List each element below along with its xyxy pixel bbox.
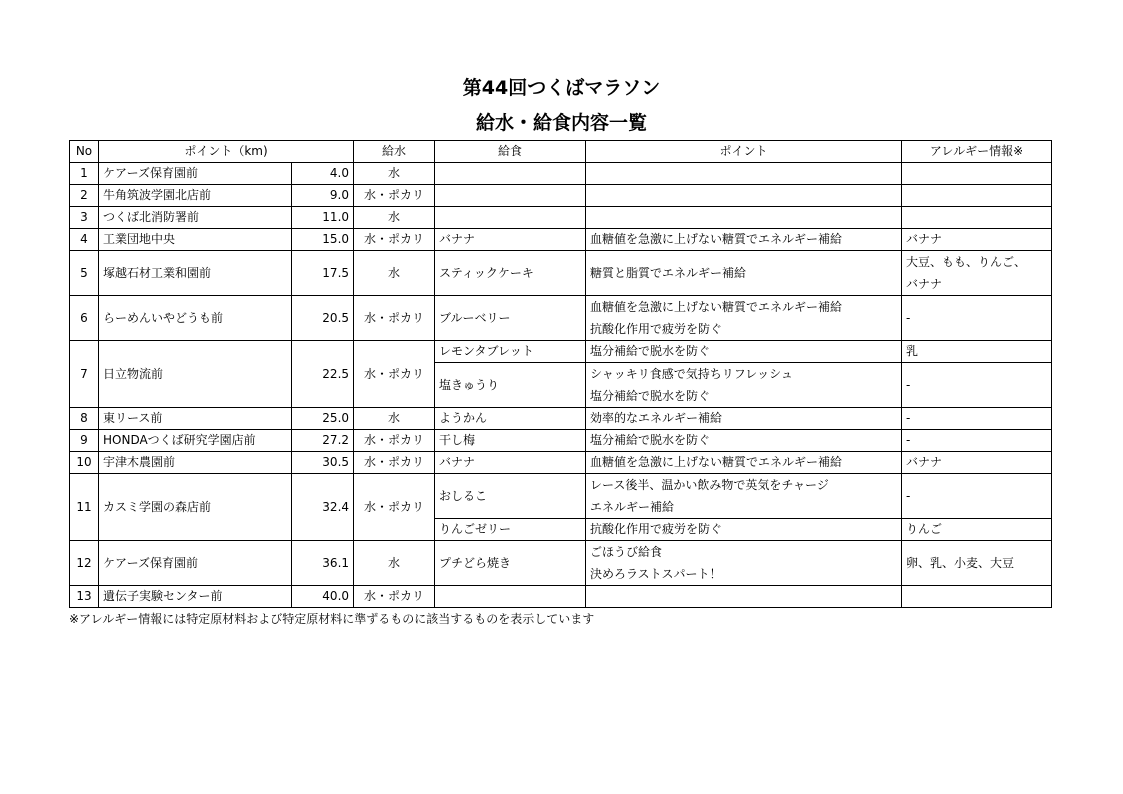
table-row xyxy=(70,586,1052,608)
cell-water: 水・ポカリ xyxy=(354,229,435,251)
cell-km: 40.0 xyxy=(292,586,354,608)
cell-allergy xyxy=(902,207,1052,229)
cell-line: 血糖値を急激に上げない糖質でエネルギー補給 xyxy=(590,232,843,246)
cell-food: ブルーベリー xyxy=(435,296,586,341)
cell-km: 22.5 xyxy=(292,341,354,408)
cell-line: 血糖値を急激に上げない糖質でエネルギー補給 xyxy=(590,455,843,469)
cell-line: 決めろラストスパート！ xyxy=(590,567,722,581)
cell-line: 抗酸化作用で疲労を防ぐ xyxy=(590,322,723,336)
cell-point-name: ケアーズ保育園前 xyxy=(99,163,292,185)
cell-point-desc xyxy=(586,363,902,408)
cell-point-name: 宇津木農園前 xyxy=(99,452,292,474)
table-header-row xyxy=(70,141,1052,163)
cell-allergy xyxy=(902,452,1052,474)
cell-point-desc xyxy=(586,430,902,452)
table-row xyxy=(70,185,1052,207)
cell-line: バナナ xyxy=(906,277,943,291)
cell-km: 20.5 xyxy=(292,296,354,341)
cell-no: 2 xyxy=(70,185,99,207)
table-row xyxy=(70,452,1052,474)
cell-km: 36.1 xyxy=(292,541,354,586)
cell-no: 5 xyxy=(70,251,99,296)
cell-allergy xyxy=(902,408,1052,430)
cell-point-desc xyxy=(586,541,902,586)
cell-point-name: 工業団地中央 xyxy=(99,229,292,251)
cell-point-desc xyxy=(586,408,902,430)
cell-km: 27.2 xyxy=(292,430,354,452)
cell-point-desc xyxy=(586,341,902,363)
cell-km: 25.0 xyxy=(292,408,354,430)
cell-food xyxy=(435,185,586,207)
cell-point-name: らーめんいやどうも前 xyxy=(99,296,292,341)
table-row xyxy=(70,408,1052,430)
cell-km: 17.5 xyxy=(292,251,354,296)
cell-point-name: HONDAつくば研究学園店前 xyxy=(99,430,292,452)
cell-water: 水・ポカリ xyxy=(354,341,435,408)
cell-water: 水・ポカリ xyxy=(354,586,435,608)
cell-food xyxy=(435,207,586,229)
cell-line: シャッキリ食感で気持ちリフレッシュ xyxy=(590,367,793,381)
cell-no: 6 xyxy=(70,296,99,341)
cell-line: 塩分補給で脱水を防ぐ xyxy=(590,433,711,447)
cell-point-desc xyxy=(586,207,902,229)
cell-allergy xyxy=(902,229,1052,251)
header-food: 給食 xyxy=(435,141,586,163)
header-allergy: アレルギー情報※ xyxy=(902,141,1052,163)
cell-line: バナナ xyxy=(906,455,943,469)
cell-point-desc xyxy=(586,229,902,251)
cell-food xyxy=(435,586,586,608)
table-row xyxy=(70,341,1052,363)
cell-km: 32.4 xyxy=(292,474,354,541)
cell-food: 塩きゅうり xyxy=(435,363,586,408)
cell-allergy xyxy=(902,296,1052,341)
cell-point-name: カスミ学園の森店前 xyxy=(99,474,292,541)
cell-line: 卵、乳、小麦、大豆 xyxy=(906,555,1015,570)
cell-point-name: ケアーズ保育園前 xyxy=(99,541,292,586)
header-point-km: ポイント（km) xyxy=(99,141,354,163)
cell-point-name: 牛角筑波学園北店前 xyxy=(99,185,292,207)
cell-no: 3 xyxy=(70,207,99,229)
cell-allergy xyxy=(902,586,1052,608)
cell-line: 血糖値を急激に上げない糖質でエネルギー補給 xyxy=(590,300,843,314)
header-no: No xyxy=(70,141,99,163)
cell-point-desc xyxy=(586,185,902,207)
cell-no: 8 xyxy=(70,408,99,430)
cell-food: りんごゼリー xyxy=(435,519,586,541)
table-row xyxy=(70,474,1052,519)
cell-water: 水・ポカリ xyxy=(354,296,435,341)
header-water: 給水 xyxy=(354,141,435,163)
aid-station-table xyxy=(69,140,1052,608)
cell-allergy xyxy=(902,251,1052,296)
cell-line: 塩分補給で脱水を防ぐ xyxy=(590,389,711,403)
cell-allergy xyxy=(902,519,1052,541)
cell-no: 4 xyxy=(70,229,99,251)
cell-no: 13 xyxy=(70,586,99,608)
table-row xyxy=(70,163,1052,185)
table-row xyxy=(70,430,1052,452)
cell-km: 11.0 xyxy=(292,207,354,229)
cell-no: 1 xyxy=(70,163,99,185)
page-title: 第44回つくばマラソン xyxy=(462,77,661,99)
cell-line: エネルギー補給 xyxy=(590,500,675,514)
cell-food: おしるこ xyxy=(435,474,586,519)
cell-km: 30.5 xyxy=(292,452,354,474)
cell-point-desc xyxy=(586,474,902,519)
header-point: ポイント xyxy=(586,141,902,163)
cell-water: 水・ポカリ xyxy=(354,185,435,207)
cell-no: 9 xyxy=(70,430,99,452)
cell-food: ようかん xyxy=(435,408,586,430)
cell-water: 水 xyxy=(354,163,435,185)
cell-point-name: 日立物流前 xyxy=(99,341,292,408)
cell-line: りんご xyxy=(906,522,943,536)
cell-line: 大豆、もも、りんご、 xyxy=(906,255,1027,269)
cell-line: - xyxy=(906,433,911,447)
cell-allergy xyxy=(902,163,1052,185)
cell-no: 11 xyxy=(70,474,99,541)
cell-line: - xyxy=(906,488,911,503)
table-row xyxy=(70,541,1052,586)
cell-point-desc xyxy=(586,452,902,474)
cell-water: 水 xyxy=(354,541,435,586)
cell-water: 水・ポカリ xyxy=(354,474,435,541)
cell-line: - xyxy=(906,411,911,425)
table-row xyxy=(70,251,1052,296)
cell-point-desc xyxy=(586,586,902,608)
cell-line: バナナ xyxy=(906,232,943,246)
cell-line: 糖質と脂質でエネルギー補給 xyxy=(590,265,747,280)
cell-water: 水 xyxy=(354,251,435,296)
cell-point-name: つくば北消防署前 xyxy=(99,207,292,229)
cell-food: バナナ xyxy=(435,452,586,474)
cell-food: レモンタブレット xyxy=(435,341,586,363)
cell-no: 12 xyxy=(70,541,99,586)
cell-water: 水・ポカリ xyxy=(354,430,435,452)
cell-line: ごほうび給食 xyxy=(590,545,663,559)
cell-allergy xyxy=(902,363,1052,408)
cell-allergy xyxy=(902,341,1052,363)
cell-no: 10 xyxy=(70,452,99,474)
cell-water: 水 xyxy=(354,408,435,430)
cell-no: 7 xyxy=(70,341,99,408)
cell-food: バナナ xyxy=(435,229,586,251)
cell-point-desc xyxy=(586,163,902,185)
cell-line: 抗酸化作用で疲労を防ぐ xyxy=(590,522,723,536)
cell-line: - xyxy=(906,377,911,392)
cell-water: 水・ポカリ xyxy=(354,452,435,474)
cell-point-name: 塚越石材工業和園前 xyxy=(99,251,292,296)
table-row xyxy=(70,207,1052,229)
cell-food: プチどら焼き xyxy=(435,541,586,586)
cell-allergy xyxy=(902,430,1052,452)
cell-km: 4.0 xyxy=(292,163,354,185)
footnote: ※アレルギー情報には特定原材料および特定原材料に準ずるものに該当するものを表示しています xyxy=(69,612,595,626)
cell-km: 9.0 xyxy=(292,185,354,207)
cell-allergy xyxy=(902,474,1052,519)
cell-point-name: 東リース前 xyxy=(99,408,292,430)
cell-line: 塩分補給で脱水を防ぐ xyxy=(590,344,711,358)
cell-line: 効率的なエネルギー補給 xyxy=(590,411,723,425)
cell-line: - xyxy=(906,310,911,325)
cell-point-desc xyxy=(586,296,902,341)
cell-allergy xyxy=(902,185,1052,207)
cell-food: スティックケーキ xyxy=(435,251,586,296)
cell-allergy xyxy=(902,541,1052,586)
cell-line: 乳 xyxy=(906,344,919,358)
cell-food: 干し梅 xyxy=(435,430,586,452)
cell-point-desc xyxy=(586,519,902,541)
cell-food xyxy=(435,163,586,185)
page-subtitle: 給水・給食内容一覧 xyxy=(475,112,647,134)
cell-water: 水 xyxy=(354,207,435,229)
cell-point-name: 遺伝子実験センター前 xyxy=(99,586,292,608)
cell-km: 15.0 xyxy=(292,229,354,251)
cell-point-desc xyxy=(586,251,902,296)
cell-line: レース後半、温かい飲み物で英気をチャージ xyxy=(590,478,829,492)
table-row xyxy=(70,229,1052,251)
table-row xyxy=(70,296,1052,341)
